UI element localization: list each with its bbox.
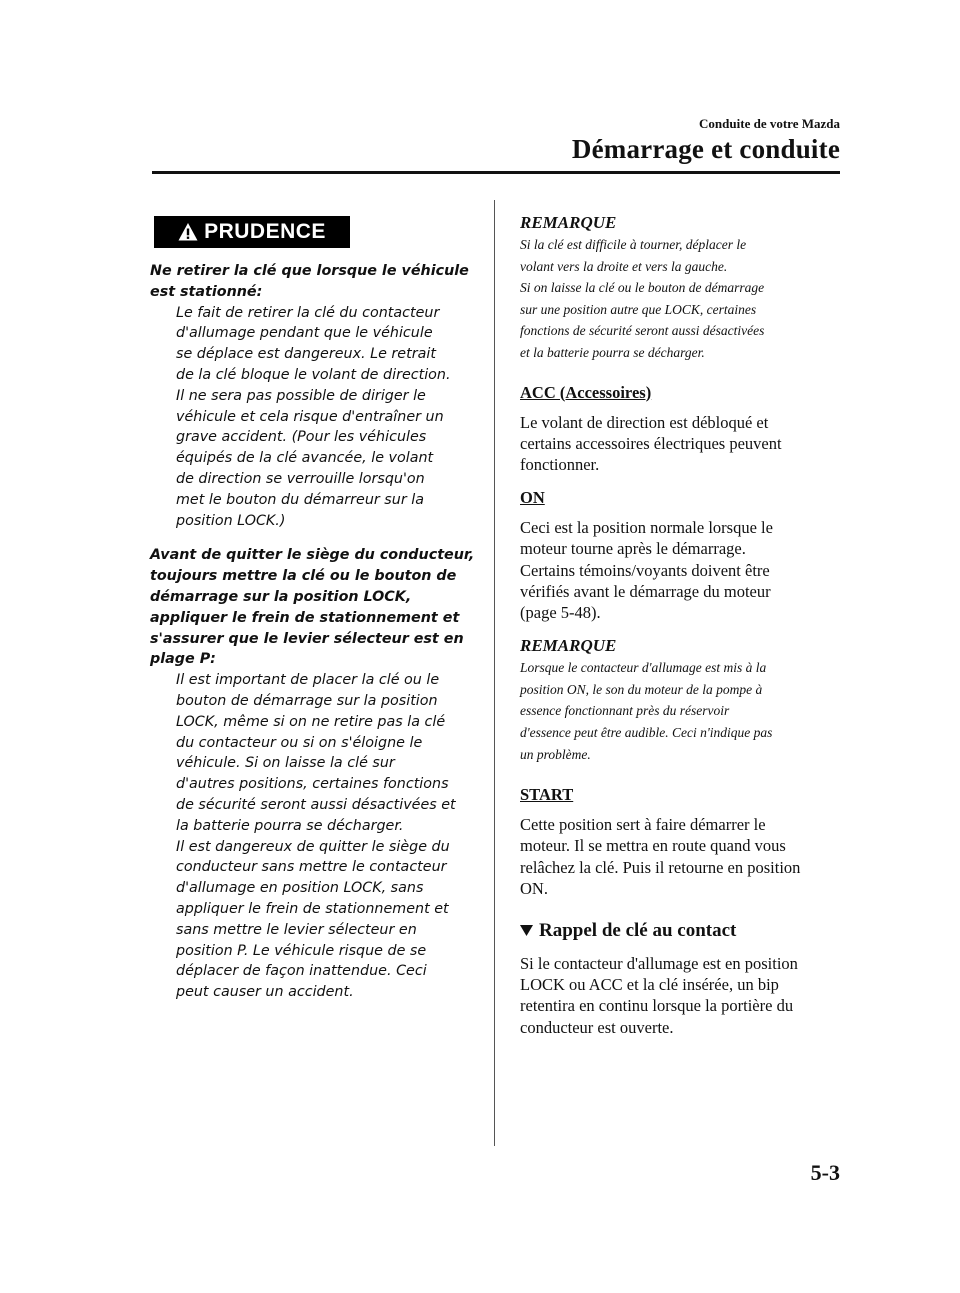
text-line: position P. Le véhicule risque de se [176,942,427,959]
text-line: Le fait de retirer la clé du contacteur [176,304,440,321]
reminder-heading [520,919,850,943]
text-line: peut causer un accident. [176,984,354,1001]
text-line: toujours mettre la clé ou le bouton de [150,568,457,585]
header-divider [152,171,840,174]
text-line: conducteur sans mettre le contacteur [176,859,447,876]
text-line: s'assurer que le levier sélecteur est en [150,630,464,647]
text-line: LOCK, même si on ne retire pas la clé [176,713,446,730]
text-line: Si on laisse la clé ou le bouton de démarrage [520,280,765,296]
right-column [520,212,850,1038]
acc-heading: ACC (Accessoires) [520,382,652,402]
caution-heading-2 [150,545,480,670]
caution-body-2 [176,670,480,1003]
start-heading: START [520,785,574,805]
text-line: Si la clé est difficile à tourner, déplacer le [520,237,747,252]
text-line: de sécurité seront aussi désactivées et [176,796,456,813]
text-line: position ON, le son du moteur de la pompe à [520,681,763,697]
text-line: relâchez la clé. Puis il retourne en position [520,857,801,877]
text-line: sur une position autre que LOCK, certaines [520,301,757,317]
triangle-down-icon [520,924,533,937]
caution-body-1 [176,303,480,532]
on-body [520,517,850,623]
text-line: démarrage sur la position LOCK, [150,588,412,605]
page-number: 5-3 [810,1160,840,1185]
text-line: volant vers la droite et vers la gauche. [520,258,728,274]
left-column [150,216,480,1003]
text-line: Il ne sera pas possible de diriger le [176,387,426,404]
text-line: moteur. Il se mettra en route quand vous [520,836,786,856]
text-line: sans mettre le levier sélecteur en [176,921,417,938]
acc-body [520,412,850,476]
text-line: met le bouton du démarreur sur la [176,491,424,508]
text-line: d'autres positions, certaines fonctions [176,776,449,793]
text-line: Cette position sert à faire démarrer le [520,815,766,835]
text-line: Certains témoins/voyants doivent être [520,560,770,580]
text-line: retentira en continu lorsque la portière du [520,996,794,1016]
text-line: de la clé bloque le volant de direction. [176,366,451,383]
text-line: véhicule. Si on laisse la clé sur [176,755,395,772]
text-line: se déplace est dangereux. Le retrait [176,346,436,363]
text-line: de direction se verrouille lorsqu'on [176,470,425,487]
text-line: appliquer le frein de stationnement et [176,900,449,917]
text-line: Il est dangereux de quitter le siège du [176,838,450,855]
text-line: Ceci est la position normale lorsque le [520,518,773,538]
text-line: (page 5-48). [520,602,601,622]
text-line: bouton de démarrage sur la position [176,692,438,709]
text-line: conducteur est ouverte. [520,1017,674,1037]
text-line: d'allumage pendant que le véhicule [176,325,433,342]
text-line: vérifiés avant le démarrage du moteur [520,581,771,601]
note-title: REMARQUE [520,213,617,232]
text-line: la batterie pourra se décharger. [176,817,404,834]
text-line: fonctions de sécurité seront aussi désactivées [520,323,765,339]
text-line: un problème. [520,746,591,762]
text-line: du contacteur ou si on s'éloigne le [176,734,423,751]
text-line: LOCK ou ACC et la clé insérée, un bip [520,975,779,995]
text-line: essence fonctionnant près du réservoir [520,703,730,719]
text-line: fonctionner. [520,454,600,474]
chapter-label: Conduite de votre Mazda [699,116,840,131]
text-line: Avant de quitter le siège du conducteur, [150,547,475,564]
text-line: appliquer le frein de stationnement et [150,609,460,626]
text-line: déplacer de façon inattendue. Ceci [176,963,427,980]
caution-banner [154,216,350,248]
note-body [520,234,850,364]
text-line: Si le contacteur d'allumage est en position [520,953,798,973]
text-line: Lorsque le contacteur d'allumage est mis à la [520,660,767,676]
text-line: position LOCK.) [176,512,286,529]
text-line: grave accident. (Pour les véhicules [176,429,427,446]
reminder-heading-text: Rappel de clé au contact [539,919,737,941]
reminder-body [520,953,850,1038]
start-body [520,814,850,899]
text-line: Il est important de placer la clé ou le [176,672,440,689]
caution-label: PRUDENCE [204,220,326,243]
text-line: moteur tourne après le démarrage. [520,539,746,559]
text-line: véhicule et cela risque d'entraîner un [176,408,444,425]
text-line: plage P: [150,651,216,668]
column-divider [494,200,495,1146]
warning-triangle-icon [178,222,198,242]
text-line: et la batterie pourra se décharger. [520,344,705,360]
text-line: équipés de la clé avancée, le volant [176,450,434,467]
text-line: Le volant de direction est débloqué et [520,412,769,432]
text-line: Ne retirer la clé que lorsque le véhicule [150,263,469,279]
on-heading: ON [520,488,545,508]
text-line: certains accessoires électriques peuvent [520,433,782,453]
text-line: d'essence peut être audible. Ceci n'indique pas [520,724,773,740]
note-title: REMARQUE [520,636,617,656]
text-line: est stationné: [150,283,263,300]
text-line: ON. [520,878,548,898]
note-body [520,657,850,765]
text-line: d'allumage en position LOCK, sans [176,880,424,897]
section-title: Démarrage et conduite [571,134,840,164]
caution-heading-1 [150,261,480,303]
